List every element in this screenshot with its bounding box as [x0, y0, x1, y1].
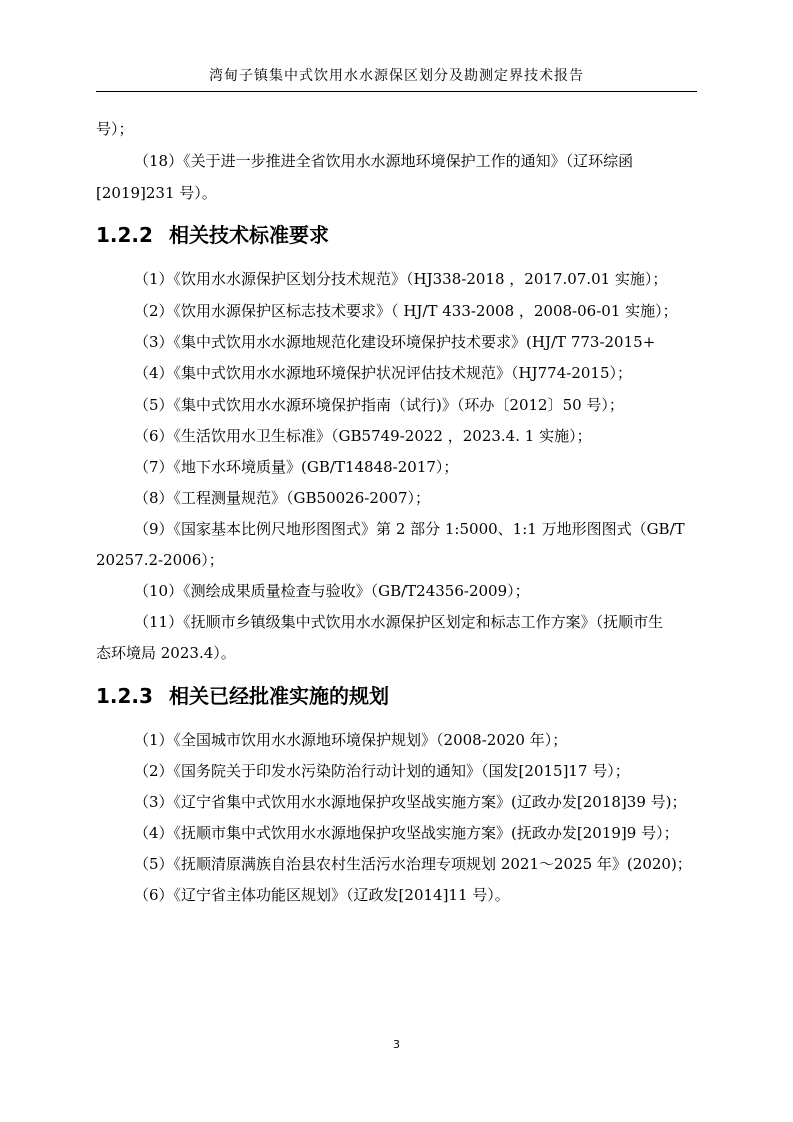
header-divider	[96, 91, 697, 92]
list-item: （4）《抚顺市集中式饮用水水源地保护攻坚战实施方案》(抚政办发[2019]9 号）；	[134, 824, 679, 842]
section-number: 1.2.2	[96, 223, 153, 247]
list-item-continuation: 20257.2-2006）；	[96, 551, 224, 569]
list-item: （3）《集中式饮用水水源地规范化建设环境保护技术要求》(HJ/T 773-2015+	[134, 333, 656, 351]
section-number: 1.2.3	[96, 684, 153, 708]
list-item: （4）《集中式饮用水水源地环境保护状况评估技术规范》（HJ774-2015）；	[134, 364, 633, 382]
list-item-continuation: 态环境局 2023.4）。	[96, 644, 236, 662]
list-item: （6）《辽宁省主体功能区规划》（辽政发[2014]11 号）。	[134, 886, 510, 904]
list-item: （5）《抚顺清原满族自治县农村生活污水治理专项规划 2021～2025 年》(2020)；	[134, 855, 692, 873]
section-title: 相关技术标准要求	[168, 223, 329, 247]
list-item-18-continuation: [2019]231 号）。	[96, 184, 217, 202]
list-item: （11）《抚顺市乡镇级集中式饮用水水源保护区划定和标志工作方案》（抚顺市生	[134, 613, 664, 631]
list-item: （7）《地下水环境质量》(GB/T14848-2017）；	[134, 458, 459, 476]
list-item-18: （18）《关于进一步推进全省饮用水水源地环境保护工作的通知》（辽环综函	[134, 152, 634, 170]
page-number: 3	[393, 1038, 400, 1051]
header-title: 湾甸子镇集中式饮用水水源保区划分及勘测定界技术报告	[209, 68, 584, 84]
list-item: （10）《测绘成果质量检查与验收》（GB/T24356-2009）；	[134, 582, 530, 600]
paragraph-continuation: 号）；	[96, 120, 134, 138]
section-heading-1-2-2	[96, 221, 329, 249]
list-item: （1）《饮用水水源保护区划分技术规范》（HJ338-2018 ，2017.07.01 实施）；	[134, 270, 668, 288]
list-item: （5）《集中式饮用水水源环境保护指南（试行)》（环办〔2012〕50 号）；	[134, 396, 624, 414]
list-item: （2）《饮用水源保护区标志技术要求》（ HJ/T 433-2008 ，2008-06-01 实施）；	[134, 302, 678, 320]
list-item: （8）《工程测量规范》（GB50026-2007）；	[134, 489, 431, 507]
section-title: 相关已经批准实施的规划	[168, 684, 389, 708]
list-item: （2）《国务院关于印发水污染防治行动计划的通知》（国发[2015]17 号）；	[134, 762, 630, 780]
list-item: （6）《生活饮用水卫生标准》（GB5749-2022 ，2023.4. 1 实施）；	[134, 427, 592, 445]
section-heading-1-2-3	[96, 682, 389, 710]
list-item: （3）《辽宁省集中式饮用水水源地保护攻坚战实施方案》(辽政办发[2018]39 号)；	[134, 793, 687, 811]
list-item: （9）《国家基本比例尺地形图图式》第 2 部分 1:5000、1:1 万地形图图式（GB/T	[134, 520, 685, 538]
list-item: （1）《全国城市饮用水水源地环境保护规划》（2008-2020 年）；	[134, 731, 568, 749]
